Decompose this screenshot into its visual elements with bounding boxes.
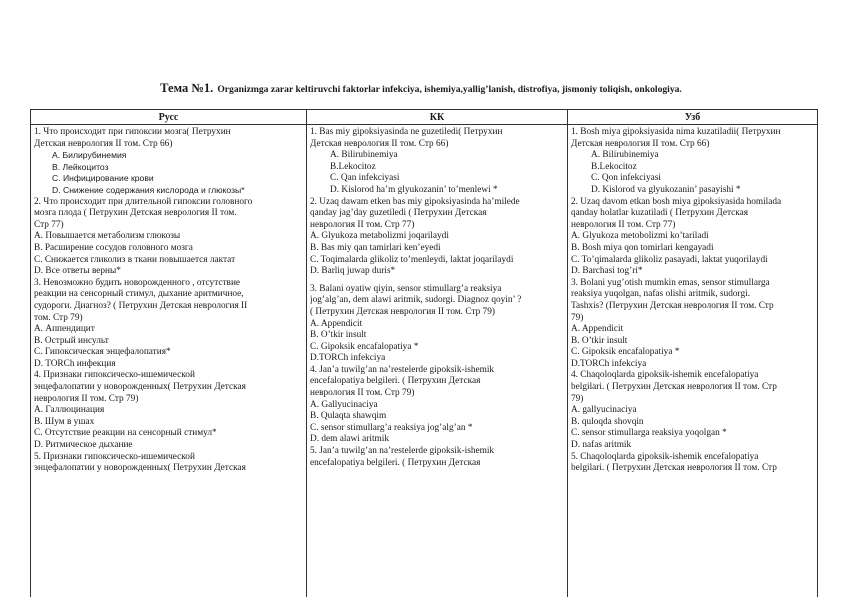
- text-line: B. Qulaqta shawqim: [310, 411, 564, 423]
- text-line: В. Расширение сосудов головного мозга: [34, 243, 303, 255]
- text-line: 1. Bas miy gipoksiyasinda ne guzetiledi( Петрухин: [310, 127, 564, 139]
- text-line: С. Снижается гликолиз в ткани повышается лактат: [34, 255, 303, 267]
- text-line: A. Bilirubinemiya: [571, 150, 814, 162]
- text-line: В. Острый инсульт: [34, 336, 303, 348]
- text-line: D.TORCh infekciya: [310, 353, 564, 365]
- uzbek-column: [568, 125, 818, 597]
- text-line: судороги. Диагноз? ( Петрухин Детская неврология II: [34, 301, 303, 313]
- text-line: jog’alg’an, dem alawi aritmik, sudorgi. Diagnoz qoyin’ ?: [310, 295, 564, 307]
- text-line: B. Bosh miya qon tomirlari kengayadi: [571, 243, 814, 255]
- text-line: A. Glyukoza metabolizmi joqarilaydi: [310, 231, 564, 243]
- text-line: Детская неврология II том. Стр 66): [571, 139, 814, 151]
- text-line: А. Повышается метаболизм глюкозы: [34, 231, 303, 243]
- text-line: C. Toqimalarda glikoliz to’menleydi, laktat joqarilaydi: [310, 255, 564, 267]
- title-text: Organizmga zarar keltiruvchi faktorlar infekciya, ishemiya,yallig’lanish, distrofiya, jismoniy toliqish, onkologiya.: [217, 84, 682, 95]
- text-line: ( Петрухин Детская неврология II том. Стр 79): [310, 307, 564, 319]
- header-karakalpak: КК: [307, 110, 568, 125]
- text-line: A. Appendicit: [571, 324, 814, 336]
- text-line: В. Шум в ушах: [34, 417, 303, 429]
- text-line: 5. Признаки гипоксическо-ишемической: [34, 452, 303, 464]
- text-line: 3. Bolani yug’otish mumkin emas, sensor stimullarga: [571, 278, 814, 290]
- text-line: Детская неврология II том. Стр 66): [310, 139, 564, 151]
- title-lead: Тема №1.: [160, 81, 213, 95]
- text-line: 2. Что происходит при длительной гипоксии головного: [34, 197, 303, 209]
- text-line: неврология II том. Стр 77): [571, 220, 814, 232]
- text-line: А. Аппендицит: [34, 324, 303, 336]
- text-line: belgilari. ( Петрухин Детская неврология II том. Стр: [571, 382, 814, 394]
- text-line: 4. Признаки гипоксическо-ишемической: [34, 370, 303, 382]
- text-line: C. Qan infekciyasi: [310, 173, 564, 185]
- text-line: D. Kislorod ha’m glyukozanin’ to’menlewi *: [310, 185, 564, 197]
- header-row: [31, 110, 818, 125]
- text-line: D. Barliq juwap duris*: [310, 266, 564, 278]
- text-line: B.Lekocitoz: [571, 162, 814, 174]
- text-line: encefalopatiya belgileri. ( Петрухин Детская: [310, 376, 564, 388]
- text-line: D. Снижение содержания кислорода и глюкозы*: [34, 185, 303, 197]
- text-line: 5. Chaqoloqlarda gipoksik-ishemik encefalopatiya: [571, 452, 814, 464]
- text-line: D.TORCh infekciya: [571, 359, 814, 371]
- text-line: C. Gipoksik encafalopatiya *: [571, 347, 814, 359]
- text-line: D. Ритмическое дыхание: [34, 440, 303, 452]
- header-uzbek: Узб: [568, 110, 818, 125]
- text-line: энцефалопатии у новорожденных( Петрухин Детская: [34, 463, 303, 475]
- text-line: 79): [571, 313, 814, 325]
- text-line: qanday holatlar kuzatiladi ( Петрухин Детская: [571, 208, 814, 220]
- text-line: 4. Chaqoloqlarda gipoksik-ishemik encefalopatiya: [571, 370, 814, 382]
- text-line: А. Галлюцинация: [34, 405, 303, 417]
- text-line: С. Гипоксическая энцефалопатия*: [34, 347, 303, 359]
- text-line: 1. Что происходит при гипоксии мозга( Петрухин: [34, 127, 303, 139]
- page-title: [0, 79, 842, 97]
- text-line: 1. Bosh miya gipoksiyasida nima kuzatiladii( Петрухин: [571, 127, 814, 139]
- text-line: qanday jag’day guzetiledi ( Петрухин Детская: [310, 208, 564, 220]
- text-line: B. Bas miy qan tamirlari ken’eyedi: [310, 243, 564, 255]
- text-line: D. TORCh инфекция: [34, 359, 303, 371]
- header-russian: Русс: [31, 110, 307, 125]
- text-line: A. Bilirubinemiya: [310, 150, 564, 162]
- text-line: А. Билирубинемия: [34, 150, 303, 162]
- russian-column: [31, 125, 307, 597]
- content-row: [31, 125, 818, 597]
- text-line: B.Lekocitoz: [310, 162, 564, 174]
- text-line: D. Kislorod va glyukozanin’ pasayishi *: [571, 185, 814, 197]
- text-line: A. Appendicit: [310, 319, 564, 331]
- text-line: D. dem alawi aritmik: [310, 434, 564, 446]
- text-line: encefalopatiya belgileri. ( Петрухин Детская: [310, 458, 564, 470]
- text-line: 3. Невозможно будить новорожденного , отсутствие: [34, 278, 303, 290]
- text-line: B. O’tkir insult: [571, 336, 814, 348]
- text-line: Стр 77): [34, 220, 303, 232]
- text-line: D. nafas aritmik: [571, 440, 814, 452]
- text-line: С. Отсутствие реакции на сенсорный стимул*: [34, 428, 303, 440]
- text-line: C. sensor stimullarg’a reaksiya jog’alg’an *: [310, 423, 564, 435]
- question-table: [30, 109, 818, 597]
- text-line: A. gallyucinaciya: [571, 405, 814, 417]
- text-line: неврология II том. Стр 79): [310, 388, 564, 400]
- text-line: belgilari. ( Петрухин Детская неврология II том. Стр: [571, 463, 814, 475]
- text-line: 2. Uzaq davom etkan bosh miya gipoksiyasida homilada: [571, 197, 814, 209]
- text-line: Tashxis? (Петрухин Детская неврология II том. Стр: [571, 301, 814, 313]
- text-line: C. To’qimalarda glikoliz pasayadi, laktat yuqorilaydi: [571, 255, 814, 267]
- text-line: D. Все ответы верны*: [34, 266, 303, 278]
- text-line: реакции на сенсорный стимул, дыхание аритмичное,: [34, 289, 303, 301]
- text-line: 3. Balani oyatiw qiyin, sensor stimullarg’a reaksiya: [310, 284, 564, 296]
- text-line: Детская неврология II том. Стр 66): [34, 139, 303, 151]
- text-line: C. Qon infekciyasi: [571, 173, 814, 185]
- text-line: B. O’tkir insult: [310, 330, 564, 342]
- text-line: С. Инфицирование крови: [34, 173, 303, 185]
- text-line: A. Gallyucinaciya: [310, 400, 564, 412]
- text-line: В. Лейкоцитоз: [34, 162, 303, 174]
- text-line: B. quloqda shovqin: [571, 417, 814, 429]
- text-line: неврология II том. Стр 77): [310, 220, 564, 232]
- text-line: D. Barchasi tog’ri*: [571, 266, 814, 278]
- text-line: A. Glyukoza metobolizmi ko’tariladi: [571, 231, 814, 243]
- text-line: 2. Uzaq dawam etken bas miy gipoksiyasinda ha’milede: [310, 197, 564, 209]
- text-line: том. Стр 79): [34, 313, 303, 325]
- karakalpak-column: [307, 125, 568, 597]
- text-line: мозга плода ( Петрухин Детская неврология II том.: [34, 208, 303, 220]
- text-line: 79): [571, 394, 814, 406]
- text-line: энцефалопатии у новорожденных( Петрухин Детская: [34, 382, 303, 394]
- text-line: reaksiya yuqolgan, nafas olishi aritmik, sudorgi.: [571, 289, 814, 301]
- text-line: неврология II том. Стр 79): [34, 394, 303, 406]
- text-line: 5. Jan’a tuwilg’an na’restelerde gipoksik-ishemik: [310, 446, 564, 458]
- text-line: 4. Jan’a tuwilg’an na’restelerde gipoksik-ishemik: [310, 365, 564, 377]
- text-line: C. sensor stimullarga reaksiya yoqolgan *: [571, 428, 814, 440]
- text-line: C. Gipoksik encafalopatiya *: [310, 342, 564, 354]
